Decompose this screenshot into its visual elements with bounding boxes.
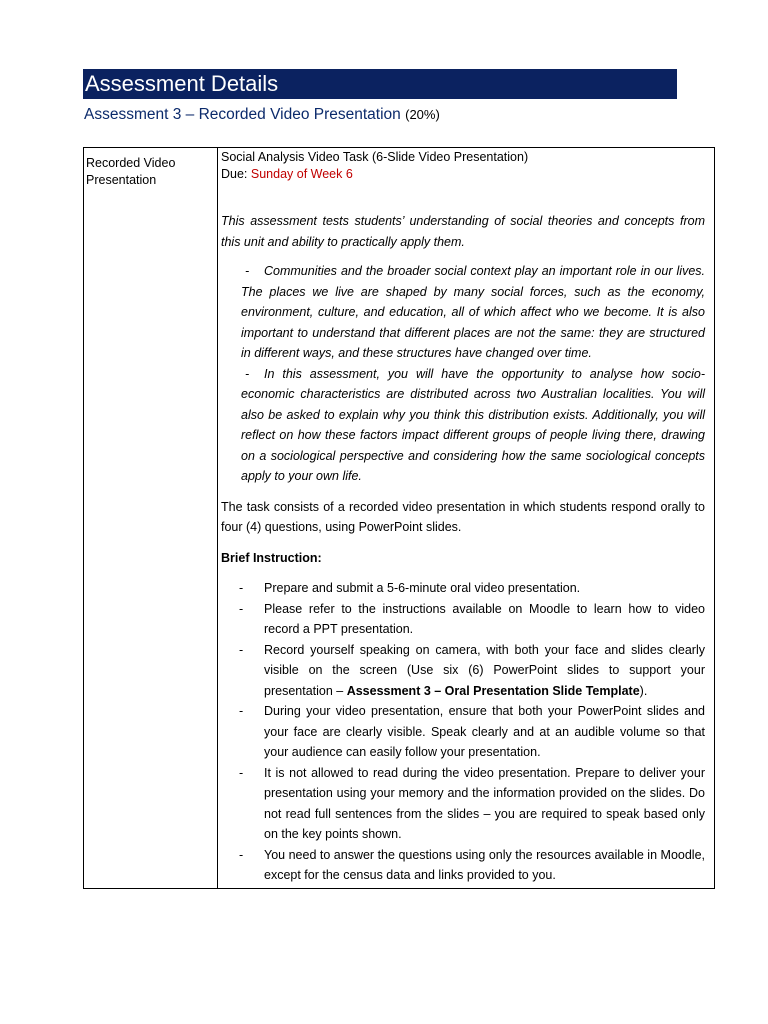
section-title: Assessment Details: [85, 71, 279, 96]
assessment-content-cell: [221, 148, 705, 886]
instruction-item: - Prepare and submit a 5-6-minute oral video presentation.: [239, 581, 581, 595]
brief-instruction-heading: Brief Instruction:: [221, 550, 322, 565]
context-point: - Communities and the broader social context play an important role in our lives. The places we live are shaped by many social forces, such as the economy, environment, culture, and education, all of which affect who we become. It is also important to understand that different places are not the same: they are structured in different ways, and these structures have changed over time.: [241, 264, 705, 360]
instruction-list: [221, 578, 705, 886]
instruction-item: - It is not allowed to read during the video presentation. Prepare to deliver your presentation using your memory and the information provided on the slides. Do not read full sentences from the slides – you are required to speak based only on the key points shown.: [239, 765, 705, 841]
instruction-item: - During your video presentation, ensure that both your PowerPoint slides and your face are clearly visible. Speak clearly and at an audible volume so that your audience can easily follow your presentation.: [239, 704, 705, 759]
due-value: Sunday of Week 6: [250, 167, 353, 181]
slide-template-name: Assessment 3 – Oral Presentation Slide Template: [346, 683, 640, 698]
column-divider: [217, 148, 218, 888]
assessment-table: [83, 147, 715, 889]
assessment-name: Assessment 3 – Recorded Video Presentation: [84, 106, 401, 123]
due-label: Due:: [221, 167, 248, 181]
due-date: [221, 166, 705, 183]
context-point: - In this assessment, you will have the opportunity to analyse how socio-economic characteristics are distributed across two Australian localities. You will also be asked to explain why you think this distribution exists. Additionally, you will reflect on how these factors impact different groups of people living there, drawing on a sociological perspective and considering how the same sociological concepts apply to your own life.: [241, 366, 705, 483]
instruction-item: - Record yourself speaking on camera, with both your face and slides clearly visible on the screen (Use six (6) PowerPoint slides to support your presentation – Assessment 3 – Oral Presentation Slide Template).: [239, 642, 705, 698]
assessment-subtitle: [84, 106, 440, 124]
section-banner: [83, 69, 677, 99]
intro-paragraph: This assessment tests students’ understanding of social theories and concepts from this unit and ability to practically apply them.: [221, 214, 705, 249]
assessment-type-label: Recorded Video Presentation: [86, 156, 176, 187]
task-description: The task consists of a recorded video presentation in which students respond orally to four (4) questions, using PowerPoint slides.: [221, 499, 705, 534]
task-title: Social Analysis Video Task (6-Slide Video Presentation): [221, 150, 529, 164]
instruction-item: - You need to answer the questions using only the resources available in Moodle, except for the census data and links provided to you.: [239, 847, 705, 882]
assessment-weight: (20%): [405, 107, 440, 122]
instruction-item: - Please refer to the instructions available on Moodle to learn how to video record a PPT presentation.: [239, 601, 705, 636]
